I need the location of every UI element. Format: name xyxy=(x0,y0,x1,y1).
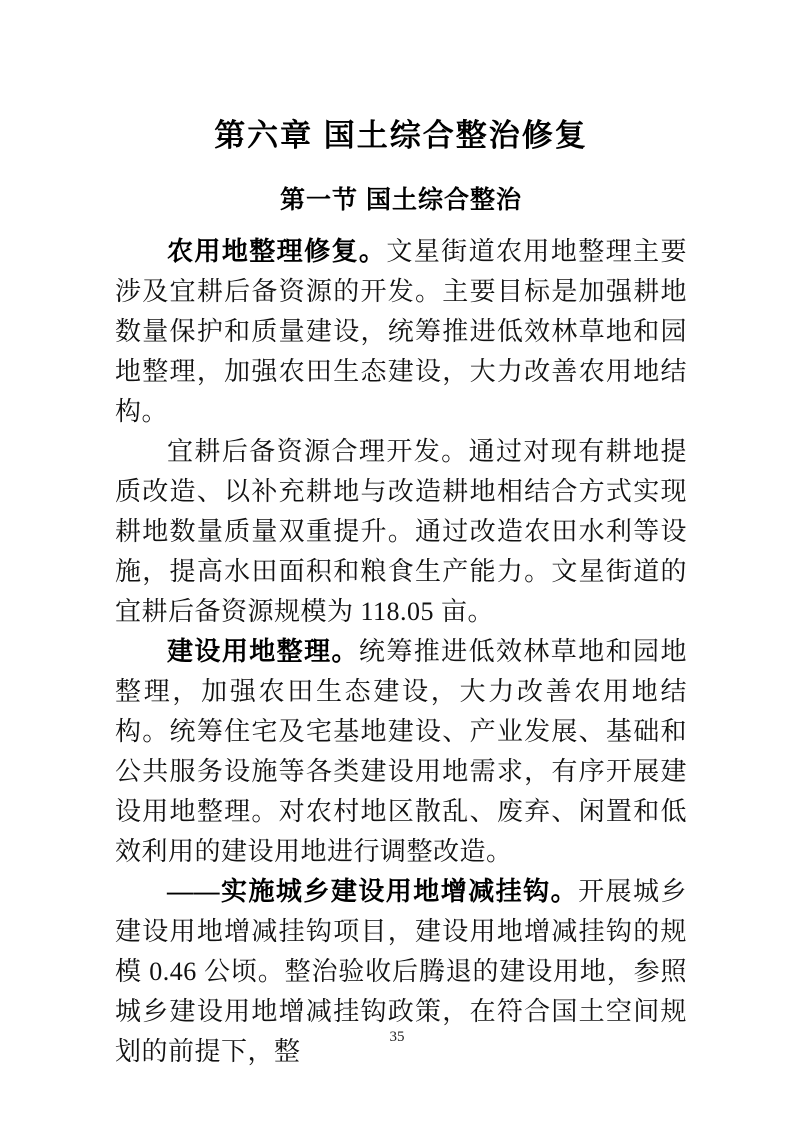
paragraph-lead: 建设用地整理。 xyxy=(167,637,359,666)
paragraph-agricultural-land xyxy=(115,232,687,432)
paragraph-construction-land xyxy=(115,632,687,872)
paragraph-text: 统筹推进低效林草地和园地整理，加强农田生态建设，大力改善农用地结构。统筹住宅及宅基地建设、产业发展、基础和公共服务设施等各类建设用地需求，有序开展建设用地整理。对农村地区散乱、废弃、闲置和低效利用的建设用地进行调整改造。 xyxy=(115,637,687,866)
section-title: 第一节 国土综合整治 xyxy=(280,186,522,214)
paragraph-text: 开展城乡建设用地增减挂钩项目，建设用地增减挂钩的规模 0.46 公顷。整治验收后腾退的建设用地，参照城乡建设用地增减挂钩政策，在符合国土空间规划的前提下，整 xyxy=(115,877,687,1066)
paragraph-text: 文星街道农用地整理主要涉及宜耕后备资源的开发。主要目标是加强耕地数量保护和质量建设，统筹推进低效林草地和园地整理，加强农田生态建设，大力改善农用地结构。 xyxy=(115,237,687,426)
paragraph-text: 宜耕后备资源合理开发。通过对现有耕地提质改造、以补充耕地与改造耕地相结合方式实现耕地数量质量双重提升。通过改造农田水利等设施，提高水田面积和粮食生产能力。文星街道的宜耕后备资源规模为 118.05 亩。 xyxy=(115,437,687,626)
paragraph-reserve-resources xyxy=(115,432,687,632)
page-number: 35 xyxy=(389,1029,405,1045)
paragraph-lead: 农用地整理修复。 xyxy=(167,237,387,266)
chapter-title: 第六章 国土综合整治修复 xyxy=(214,118,588,153)
document-body xyxy=(115,232,687,1072)
paragraph-lead: ——实施城乡建设用地增减挂钩。 xyxy=(167,877,579,906)
